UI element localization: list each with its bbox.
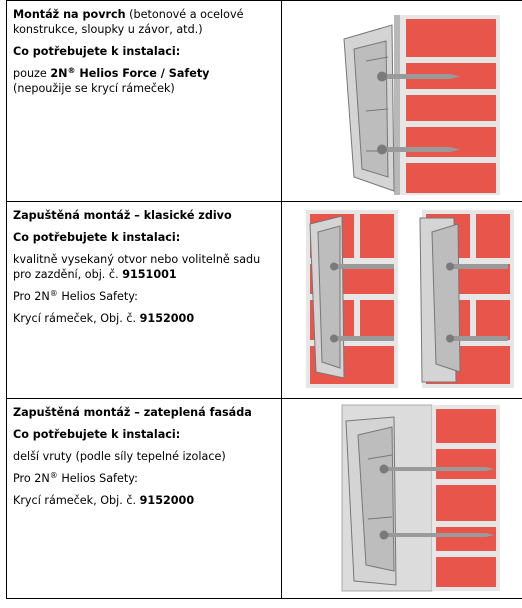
surface-mount-note: (nepoužije se krycí rámeček) (13, 82, 175, 95)
right-screw-top (448, 264, 508, 269)
flush-insulated-title: Zapuštěná montáž – zateplená fasáda (13, 406, 252, 419)
flush-brick-title: Zapuštěná montáž – klasické zdivo (13, 209, 232, 222)
flush-brick-text (7, 202, 282, 399)
flush-insulated-requirement: delší vruty (podle síly tepelné izolace) (13, 450, 226, 463)
surface-mount-illustration-cell (282, 1, 522, 202)
wall-plaster (394, 15, 400, 195)
row-flush-mount-brick (7, 202, 522, 399)
flush-brick-product: Pro 2N® Helios Safety: (13, 289, 138, 303)
left-screw-bottom (332, 336, 394, 341)
flush-brick-frame: Krycí rámeček, Obj. č. 9152000 (13, 312, 195, 325)
surface-mount-requirement: pouze 2N® Helios Force / Safety (13, 66, 210, 80)
flush-brick-needs-label: Co potřebujete k instalaci: (13, 231, 181, 244)
right-screw-bottom (448, 336, 508, 341)
row-surface-mount (7, 1, 522, 202)
flush-brick-illustration-cell (282, 202, 522, 399)
flush-insulated-product: Pro 2N® Helios Safety: (13, 471, 138, 485)
flush-insulated-frame: Krycí rámeček, Obj. č. 9152000 (13, 494, 195, 507)
surface-mount-needs-label: Co potřebujete k instalaci: (13, 45, 181, 58)
flush-insulated-text (7, 399, 282, 599)
insulated-wall-bricks (436, 409, 496, 587)
flush-insulated-needs-label: Co potřebujete k instalaci: (13, 428, 181, 441)
flush-insulated-illustration-cell (282, 399, 522, 599)
flush-insulated-illustration (282, 399, 522, 597)
right-device-body (432, 224, 460, 372)
left-screw-top (332, 264, 394, 269)
surface-mount-illustration (282, 1, 522, 200)
row-flush-mount-insulated (7, 399, 522, 599)
surface-mount-title: Montáž na povrch (betonové a ocelové konstrukce, sloupky u závor, atd.) (13, 8, 244, 36)
flush-brick-requirement: kvalitně vysekaný otvor nebo volitelně sadu pro zazdění, obj. č. 9151001 (13, 253, 261, 281)
wall-bricks (406, 19, 496, 193)
installation-table (6, 0, 522, 599)
surface-mount-text (7, 1, 282, 202)
flush-brick-illustration (282, 202, 522, 397)
